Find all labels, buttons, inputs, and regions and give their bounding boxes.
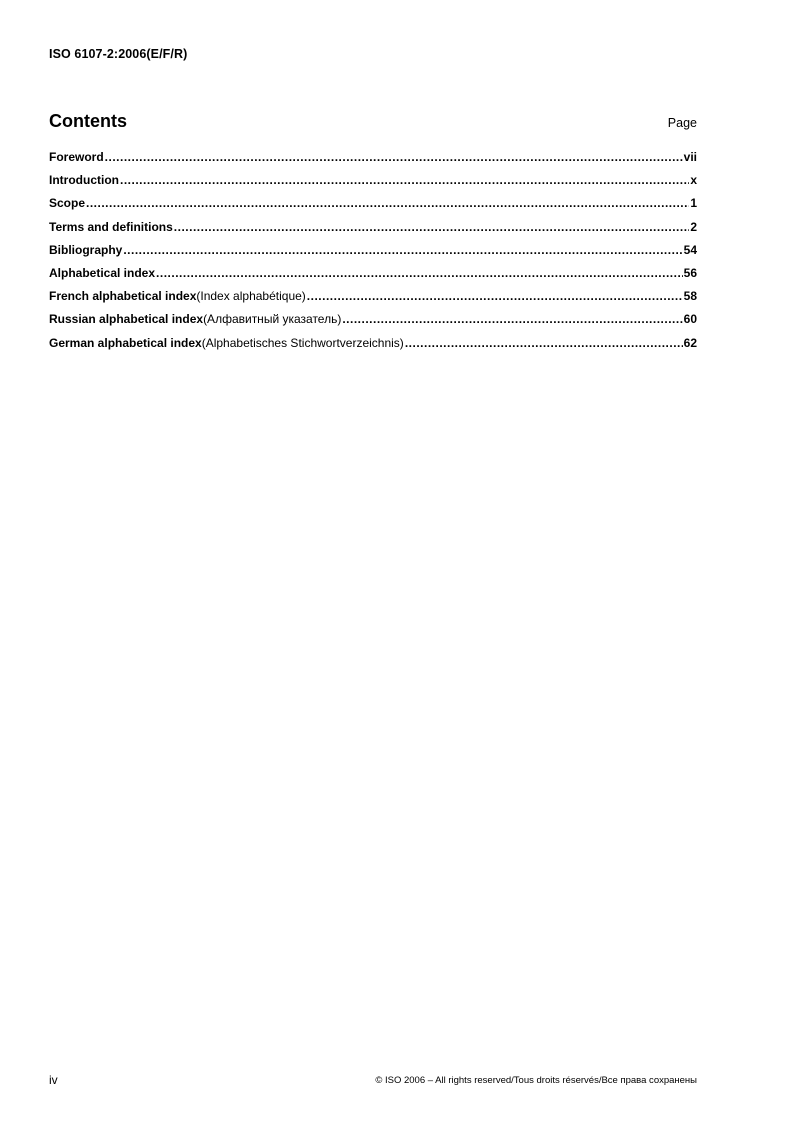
toc-entry-page: 58 <box>683 289 697 304</box>
toc-entry-subtitle: (Index alphabétique) <box>196 289 306 304</box>
toc-entry-foreword[interactable] <box>49 150 697 173</box>
toc-entry-page: 2 <box>690 219 697 234</box>
toc-entry-page: 54 <box>683 242 697 257</box>
toc-entry-page: vii <box>683 150 697 164</box>
footer-copyright: © ISO 2006 – All rights reserved/Tous droits réservés/Все права сохранены <box>375 1075 697 1086</box>
contents-title: Contents <box>49 111 127 131</box>
toc-entry-title: German alphabetical index <box>49 335 202 350</box>
dot-leader <box>123 243 682 257</box>
toc-entry-page: 60 <box>683 312 697 327</box>
toc-entry-title: Bibliography <box>49 242 123 257</box>
toc-entry-german-alphabetical-index[interactable] <box>49 336 697 359</box>
toc-entry-subtitle: (Alphabetisches Stichwortverzeichnis) <box>201 335 404 350</box>
toc-entry-subtitle: (Алфавитный указатель) <box>203 312 342 327</box>
toc-entry-page: 1 <box>690 196 697 211</box>
dot-leader <box>105 150 683 164</box>
document-id: ISO 6107-2:2006(E/F/R) <box>49 47 188 61</box>
toc-entry-page: x <box>690 173 697 188</box>
toc-entry-terms-and-definitions[interactable] <box>49 220 697 243</box>
dot-leader <box>86 196 689 210</box>
dot-leader <box>342 312 682 326</box>
toc-entry-title: Scope <box>49 196 86 211</box>
toc-entry-page: 62 <box>683 335 697 350</box>
dot-leader <box>307 289 683 303</box>
toc-entry-russian-alphabetical-index[interactable] <box>49 312 697 335</box>
toc-entry-title: Terms and definitions <box>49 219 173 234</box>
toc-entry-title: Russian alphabetical index <box>49 312 204 327</box>
toc-entry-title: Alphabetical index <box>49 265 156 280</box>
dot-leader <box>120 173 689 187</box>
dot-leader <box>156 266 683 280</box>
toc-entry-title: French alphabetical index <box>49 289 197 304</box>
toc-entry-title: Foreword <box>49 150 104 164</box>
toc-entry-title: Introduction <box>49 173 119 188</box>
toc-entry-bibliography[interactable] <box>49 243 697 266</box>
table-of-contents <box>49 150 697 359</box>
toc-entry-introduction[interactable] <box>49 173 697 196</box>
toc-entry-alphabetical-index[interactable] <box>49 266 697 289</box>
toc-entry-scope[interactable] <box>49 196 697 219</box>
toc-entry-page: 56 <box>683 265 697 280</box>
footer-page-number: iv <box>49 1073 58 1087</box>
dot-leader <box>405 336 683 350</box>
dot-leader <box>174 220 690 234</box>
contents-heading-row <box>49 111 697 135</box>
toc-entry-french-alphabetical-index[interactable] <box>49 289 697 312</box>
page-column-label: Page <box>667 116 697 130</box>
